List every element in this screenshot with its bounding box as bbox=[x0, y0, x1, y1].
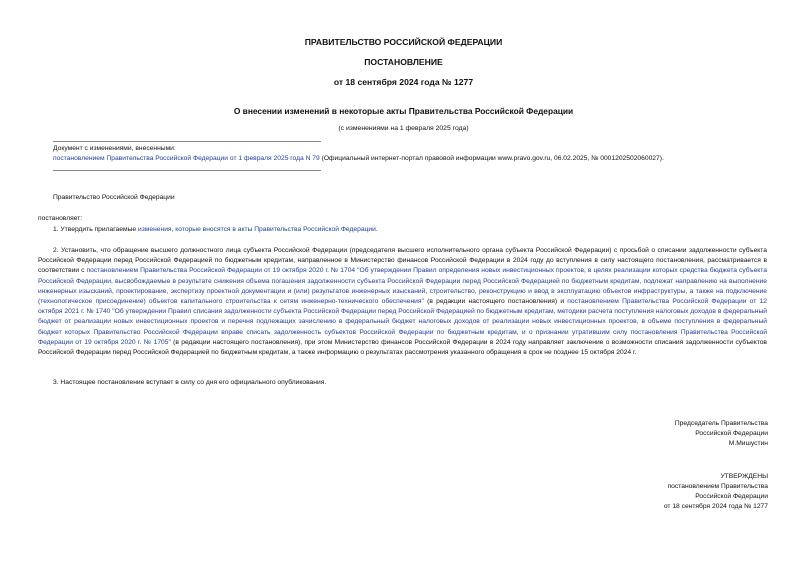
government-heading: ПРАВИТЕЛЬСТВО РОССИЙСКОЙ ФЕДЕРАЦИИ bbox=[304, 37, 503, 47]
paragraph-3: 3. Настоящее постановление вступает в силу со дня его официального опубликования. bbox=[53, 379, 327, 386]
approval-line2: Российской Федерации bbox=[695, 493, 768, 500]
paragraph-2 bbox=[38, 246, 767, 358]
approval-line1: постановлением Правительства bbox=[667, 483, 768, 490]
approved-label: УТВЕРЖДЕНЫ bbox=[720, 473, 768, 480]
signatory-position-line1: Председатель Правительства bbox=[674, 420, 768, 427]
issuer: Правительство Российской Федерации bbox=[53, 194, 175, 201]
amending-decree-source: (Официальный интернет-портал правовой информации www.pravo.gov.ru, 06.02.2025, № 0001202502060027). bbox=[319, 155, 664, 162]
document-date-number: от 18 сентября 2024 года № 1277 bbox=[333, 77, 474, 87]
signatory-name: М.Мишустин bbox=[728, 440, 768, 447]
amendments-link[interactable]: изменения, которые вносятся в акты Правительства Российской Федерации bbox=[137, 226, 376, 233]
changes-bottom-divider bbox=[53, 170, 321, 171]
signatory-position-line2: Российской Федерации bbox=[695, 430, 768, 437]
changes-entry bbox=[53, 154, 773, 164]
decree-1740-link[interactable]: постановлением Правительства Российской Федерации от 12 октября 2021 г. № 1740 "Об утверждении Правил списания задолженности субъекта Российской Федерации перед Российской Федерацией по бюджетным кредитам, методики расчета поступления налоговых доходов в федеральный бюджет от реализации новых инвестиционных проектов и перечня подлежащих зачислению в федеральный бюджет налоговых доходов от реализации новых инвестиционных проектов, в объеме поступления в федеральный бюджет которых Правительство Российской Федерации вправе списать задолженность субъектов Российской Федерации по бюджетным кредитам, и о признании утратившим силу постановления Правительства Российской Федерации от 19 октября 2020 г. № 1705" bbox=[38, 298, 767, 346]
decrees-word: постановляет: bbox=[38, 215, 83, 222]
approval-line3: от 18 сентября 2024 года № 1277 bbox=[663, 503, 768, 510]
paragraph-2-text-c: (в редакции настоящего постановления), при этом Министерство финансов Российской Федерации в 2024 году направляет заключение о возможности списания задолженности субъектов Российской Федерации перед Российской Федерацией по бюджетным кредитам, а также информацию о результатах рассмотрения указанного обращения в срок не позднее 15 октября 2024 г. bbox=[38, 338, 767, 357]
changes-top-divider bbox=[53, 141, 321, 142]
decree-1704-link[interactable]: постановлением Правительства Российской Федерации от 19 октября 2020 г. № 1704 "Об утверждении Правил определения новых инвестиционных проектов, в целях реализации которых средства бюджета субъекта Российской Федерации, высвобождаемые в результате снижения объема погашения задолженности субъекта Российской Федерации перед Российской Федерацией по бюджетным кредитам, подлежат направлению на выполнение инженерных изысканий, проектирование, экспертизу проектной документации и (или) результатов инженерных изысканий, строительство, реконструкцию и ввод в эксплуатацию объектов инфраструктуры, а также на подключение (технологическое присоединение) объектов капитального строительства к сетям инженерно-технического обеспечения" bbox=[38, 267, 768, 306]
paragraph-1 bbox=[53, 225, 767, 235]
paragraph-1-text: 1. Утвердить прилагаемые bbox=[53, 226, 138, 233]
document-type: ПОСТАНОВЛЕНИЕ bbox=[364, 57, 443, 67]
amendment-note: (с изменениями на 1 февраля 2025 года) bbox=[338, 125, 469, 132]
amending-decree-link[interactable]: постановлением Правительства Российской Федерации от 1 февраля 2025 года N 79 bbox=[53, 155, 320, 162]
paragraph-2-text-a: 2. Установить, что обращение высшего должностного лица субъекта Российской Федерации (председателя высшего исполнительного органа субъекта Российской Федерации) с просьбой о списании задолженности субъекта Российской Федерации перед Российской Федерацией по бюджетным кредитам, направленное в Министерство финансов Российской Федерации в 2024 году до вступления в силу настоящего постановления, рассматривается в соответствии с bbox=[38, 247, 767, 275]
document-title: О внесении изменений в некоторые акты Правительства Российской Федерации bbox=[233, 106, 574, 116]
changes-intro: Документ с изменениями, внесенными: bbox=[53, 145, 176, 152]
paragraph-1-end: . bbox=[375, 226, 378, 233]
paragraph-2-text-b: (в редакции настоящего постановления) и bbox=[423, 298, 568, 306]
